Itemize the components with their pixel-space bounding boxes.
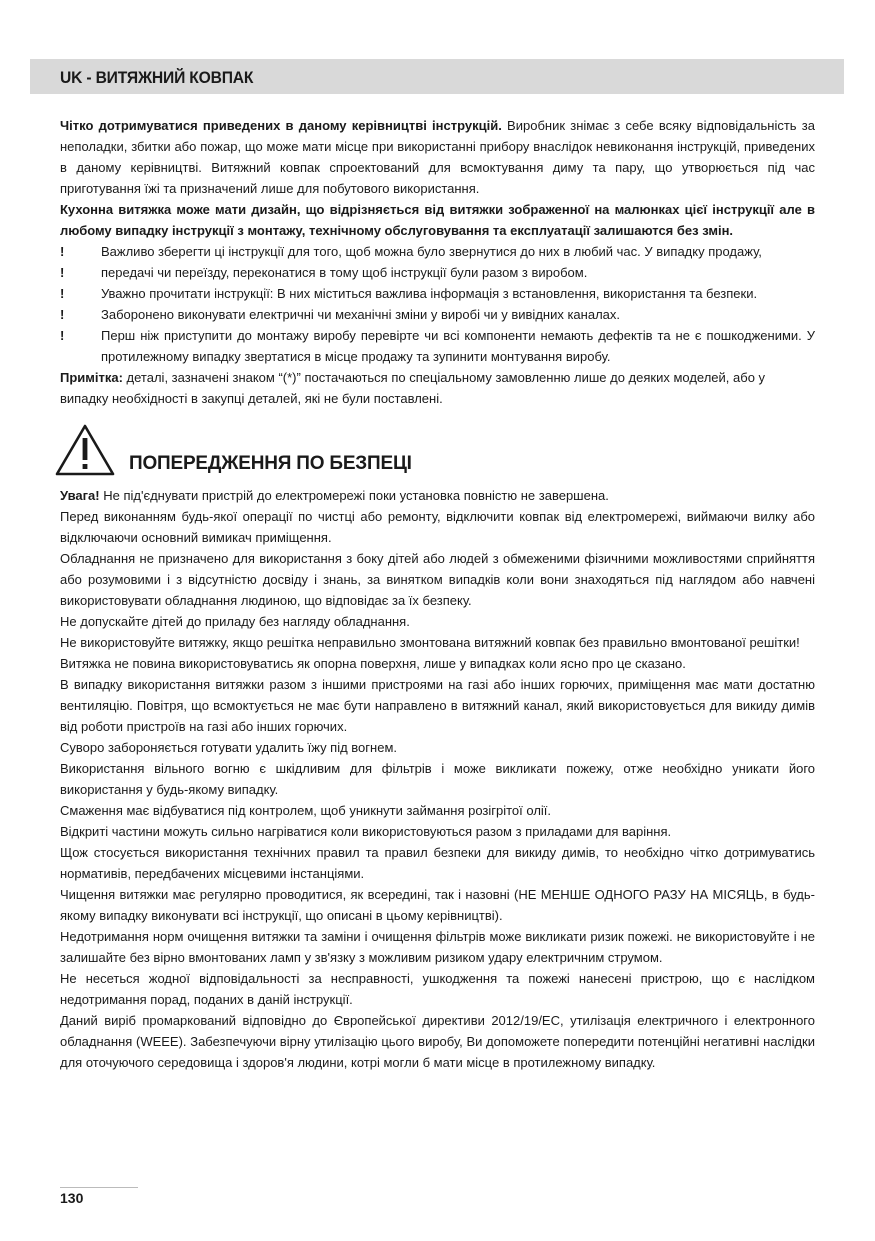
note-text: деталі, зазначені знаком “(*)” постачаються по спеціальному замовленню лише до деяких моделей, або у [122, 370, 766, 385]
safety-paragraph: Суворо забороняється готувати удалить їжу під вогнем. [60, 740, 397, 755]
content [60, 115, 815, 1073]
exclamation-mark: ! [60, 244, 65, 259]
list-item [60, 283, 815, 304]
list-item-text: Важливо зберегти ці інструкції для того, щоб можна було звернутися до них в любий час. У випадку продажу, [101, 244, 762, 259]
safety-paragraph: В випадку використання витяжки разом з іншими пристроями на газі або інших горючих, приміщення має мати достатню вентиляцію. Повітря, що всмоктується не має бути направлено в витяжний канал, який використовується для викиду димів від роботи пристроїв на газі або інших горючих. [60, 677, 815, 734]
safety-paragraph: Не несеться жодної відповідальності за несправності, ушкодження та пожежі нанесені пристрою, що є наслідком недотримання порад, поданих в даній інструкції. [60, 971, 815, 1007]
list-item [60, 262, 815, 283]
safety-paragraph: Відкриті частини можуть сильно нагріватися коли використовуються разом з приладами для варіння. [60, 824, 672, 839]
safety-paragraph: Обладнання не призначено для використання з боку дітей або людей з обмеженими фізичними можливостями сприйняття або розумовими і з відсутністю досвіду і знань, за винятком випадків коли вони знаходяться під наглядом або навчені використовувати обладнання людиною, що відповідає за їх безпеку. [60, 551, 815, 608]
exclamation-mark: ! [60, 286, 65, 301]
exclamation-mark: ! [60, 307, 65, 322]
list-item [60, 241, 815, 262]
list-item-text: Уважно прочитати інструкції: В них міститься важлива інформація з встановлення, використання та безпеки. [101, 286, 758, 301]
safety-paragraph: Перед виконанням будь-якої операції по чистці або ремонту, відключити ковпак від електромережі, виймаючи вилку або відключаючи основний вимикач приміщення. [60, 509, 815, 545]
list-item [60, 304, 815, 325]
spacer [60, 409, 815, 423]
note-paragraph [60, 367, 815, 388]
attention-text: Не під'єднувати пристрій до електромережі поки установка повністю не завершена. [99, 488, 609, 503]
intro-text: Виробник знімає з себе всяку відповідальність за неполадки, збитки або пожар, що може мати місце при використанні прибору внаслідок невиконання інструкцій, приведених в даному керівництві. Витяжний ковпак спроектований для всмоктування диму та пару, що утворюється під час приготування їжі та призначений лише для побутового використання. [60, 118, 815, 196]
footer-divider [60, 1187, 138, 1188]
page-number: 130 [60, 1190, 84, 1206]
intro-bold-lead: Чітко дотримуватися приведених в даному керівництві інструкцій. [60, 118, 502, 133]
safety-paragraph: Щож стосується використання технічних правил та правил безпеки для викиду димів, то необхідно чітко дотримуватись нормативів, передбачених місцевими інстанціями. [60, 845, 815, 881]
safety-paragraph: Не використовуйте витяжку, якщо решітка неправильно змонтована витяжний ковпак без правильно вмонтованої решітки! [60, 635, 800, 650]
safety-paragraph: Не допускайте дітей до приладу без нагляду обладнання. [60, 614, 410, 629]
design-note: Кухонна витяжка може мати дизайн, що відрізняється від витяжки зображенної на малюнках цієї інструкції але в любому випадку інструкції з монтажу, технічному обслуговування та експлуатації залишаются без змін. [60, 202, 815, 238]
safety-title: ПОПЕРЕДЖЕННЯ ПО БЕЗПЕЦІ [129, 453, 412, 474]
exclamation-mark: ! [60, 265, 65, 280]
safety-paragraph: Використання вільного вогню є шкідливим для фільтрів і може викликати пожежу, отже необхідно уникати його використання у будь-якому випадку. [60, 761, 815, 797]
safety-paragraph: Чищення витяжки має регулярно проводитися, як всередині, так і назовні (НЕ МЕНШЕ ОДНОГО РАЗУ НА МІСЯЦЬ, в будь-якому випадку виконувати всі інструкції, що описані в цьому керівництві). [60, 887, 815, 923]
warning-list [60, 241, 815, 367]
header-band [30, 59, 844, 94]
note-paragraph-2: випадку необхідності в закупці деталей, які не були поставлені. [60, 391, 443, 406]
safety-paragraph: Витяжка не повина використовуватись як опорна поверхня, лише у випадках коли ясно про це сказано. [60, 656, 686, 671]
safety-heading [60, 423, 815, 485]
page-title: UK - ВИТЯЖНИЙ КОВПАК [60, 68, 254, 87]
list-item-text: Перш ніж приступити до монтажу виробу перевірте чи всі компоненти немають дефектів та не є пошкодженими. У протилежному випадку звертатися в місце продажу та зупинити монтування виробу. [101, 328, 815, 364]
list-item [60, 325, 815, 367]
note-label: Примітка: [60, 370, 123, 385]
intro-paragraph [60, 115, 815, 199]
list-item-text: Заборонено виконувати електричні чи механічні зміни у виробі чи у вивідних каналах. [101, 307, 620, 322]
safety-paragraph: Даний виріб промаркований відповідно до Європейської директиви 2012/19/ЕС, утилізація електричного і електронного обладнання (WEEE). Забезпечуючи вірну утилізацію цього виробу, Ви допоможете попередити потенційні негативні наслідки для оточуючого середовища і здоров'я людини, котрі могли б мати місце в протилежному випадку. [60, 1013, 815, 1070]
attention-paragraph [60, 485, 815, 506]
safety-paragraph: Недотримання норм очищення витяжки та заміни і очищення фільтрів може викликати ризик пожежі. не використовуйте і не залишайте без вірно вмонтованих ламп у зв'язку з можливим ризиком удару електричним струмом. [60, 929, 815, 965]
attention-label: Увага! [60, 488, 100, 503]
warning-triangle-icon [54, 423, 116, 477]
safety-paragraph: Смаження має відбуватися під контролем, щоб уникнути займання розігрітої олії. [60, 803, 552, 818]
list-item-text: передачі чи переїзду, переконатися в тому щоб інструкції були разом з виробом. [101, 265, 588, 280]
exclamation-mark: ! [60, 328, 65, 343]
